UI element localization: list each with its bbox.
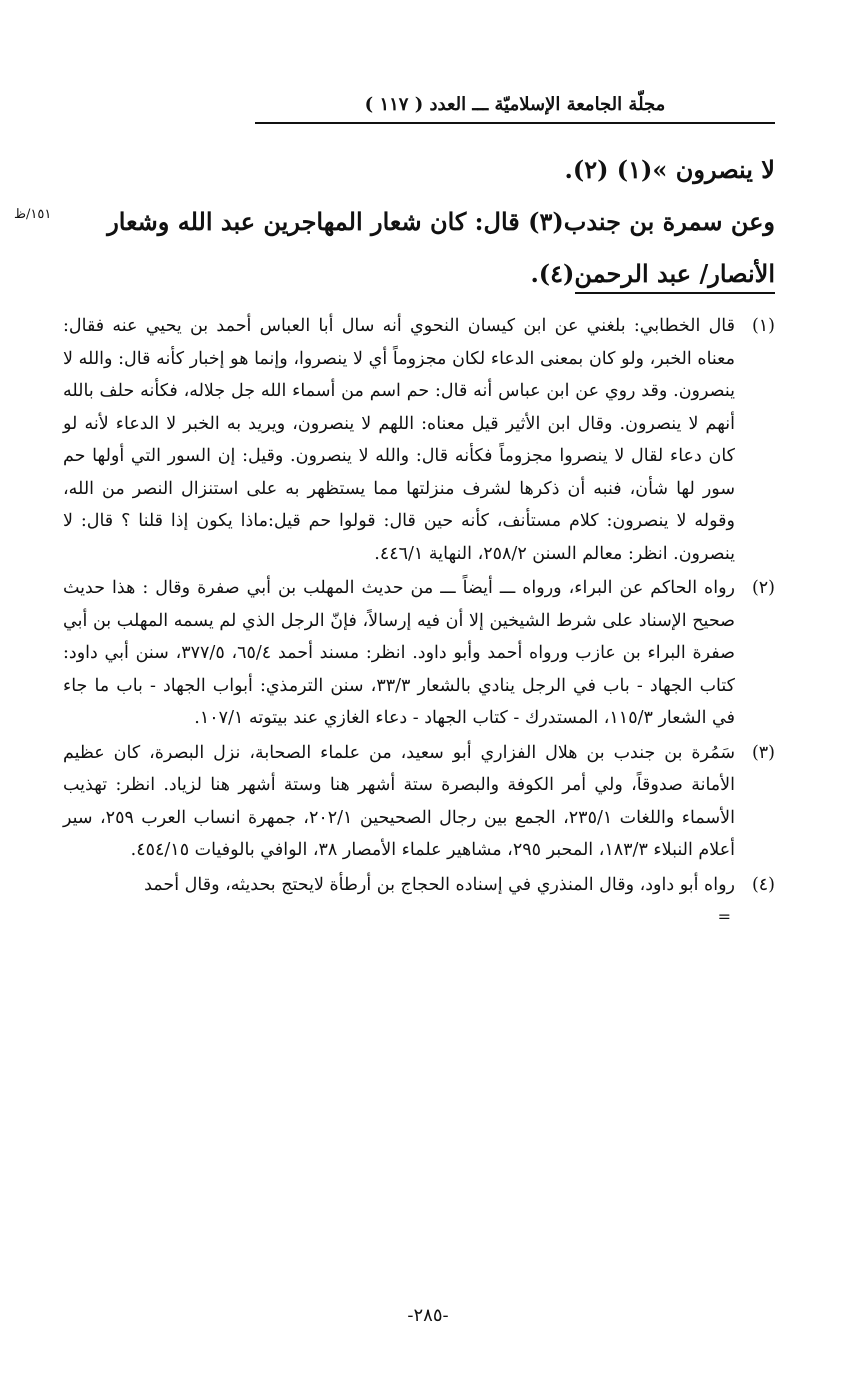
main-text-paragraph: وعن سمرة بن جندب(٣) قال: كان شعار المهاجرين عبد الله وشعار الأنصار/ عبد الرحمن(٤). <box>107 207 775 288</box>
margin-folio-reference: ١٥١/ظ <box>14 207 52 222</box>
footnote-number: (١) <box>751 316 775 336</box>
footnote-number: (٣) <box>751 742 775 763</box>
running-header: مجلّة الجامعة الإسلاميّة ـــ العدد ( ١١٧ ) <box>364 94 666 115</box>
header-rule <box>255 122 775 124</box>
footnote-separator <box>575 292 775 294</box>
continuation-mark: = <box>717 907 731 926</box>
footnote-3 <box>63 737 775 867</box>
footnote-1 <box>63 310 775 570</box>
footnote-number: (٤) <box>751 874 775 895</box>
footnote-text: رواه أبو داود، وقال المنذري في إسناده الحجاج بن أرطأة لايحتج بحديثه، وقال أحمد <box>144 874 735 895</box>
page-number: -٢٨٥- <box>407 1305 449 1326</box>
footnote-text: قال الخطابي: بلغني عن ابن كيسان النحوي أنه سال أبا العباس أحمد بن يحيي عنه فقال: معناه الخبر، ولو كان بمعنى الدعاء لكان مجزوماً أي لا ينصروا، وإنما هو إخبار كأنه قال: والله لا ينصرون. وقد روي عن ابن عباس أنه قال: حم اسم من أسماء الله جل جلاله، فكأنه حلف بالله أنهم لا ينصرون. وقال ابن الأثير قيل معناه: اللهم لا ينصرون، ويريد به الخبر لا الدعاء لأنه لو كان دعاء لقال لا ينصروا مجزوماً فكأنه قال: والله لا ينصرون. وقيل: إن السور التي أولها حم سور لها شأن، فنبه أن ذكرها لشرف منزلتها مما يستظهر به على استنزال النصر من الله، وقوله لا ينصرون: كلام مستأنف، كأنه حين قال: قولوا حم قيل:ماذا يكون إذا قلنا ؟ قال: لا ينصرون. انظر: معالم السنن ٢٥٨/٢، النهاية ٤٤٦/١. <box>63 316 735 564</box>
footnotes <box>63 310 775 936</box>
footnote-number: (٢) <box>751 578 775 598</box>
footnote-text: سَمُرة بن جندب بن هلال الفزاري أبو سعيد، من علماء الصحابة، نزل البصرة، كان عظيم الأمانة صدوقاً، ولي أمر الكوفة والبصرة ستة أشهر هنا وستة أشهر هنا لزياد. انظر: تهذيب الأسماء واللغات ٢٣٥/١، الجمع بين رجال الصحيحين ٢٠٢/١، جمهرة انساب العرب ٢٥٩، سير أعلام النبلاء ١٨٣/٣، المحبر ٢٩٥، مشاهير علماء الأمصار ٣٨، الوافي بالوفيات ٤٥٤/١٥. <box>63 742 735 860</box>
footnote-2 <box>63 572 775 735</box>
footnote-text: رواه الحاكم عن البراء، ورواه ـــ أيضاً ـــ من حديث المهلب بن أبي صفرة وقال : هذا حديث صحيح الإسناد على شرط الشيخين إلا أن فيه إرسالاً، فإنّ الرجل الذي لم يسمه المهلب بن أبي صفرة البراء بن عازب ورواه أحمد وأبو داود. انظر: مسند أحمد ٦٥/٤، ٣٧٧/٥، سنن أبي داود: كتاب الجهاد - باب في الرجل ينادي بالشعار ٣٣/٣، سنن الترمذي: أبواب الجهاد - باب ما جاء في الشعار ١١٥/٣، المستدرك - كتاب الجهاد - دعاء الغازي عند بيتوته ١٠٧/١. <box>63 578 736 728</box>
main-text-line1: لا ينصرون »(١) (٢). <box>564 155 775 184</box>
footnote-4 <box>63 869 775 934</box>
